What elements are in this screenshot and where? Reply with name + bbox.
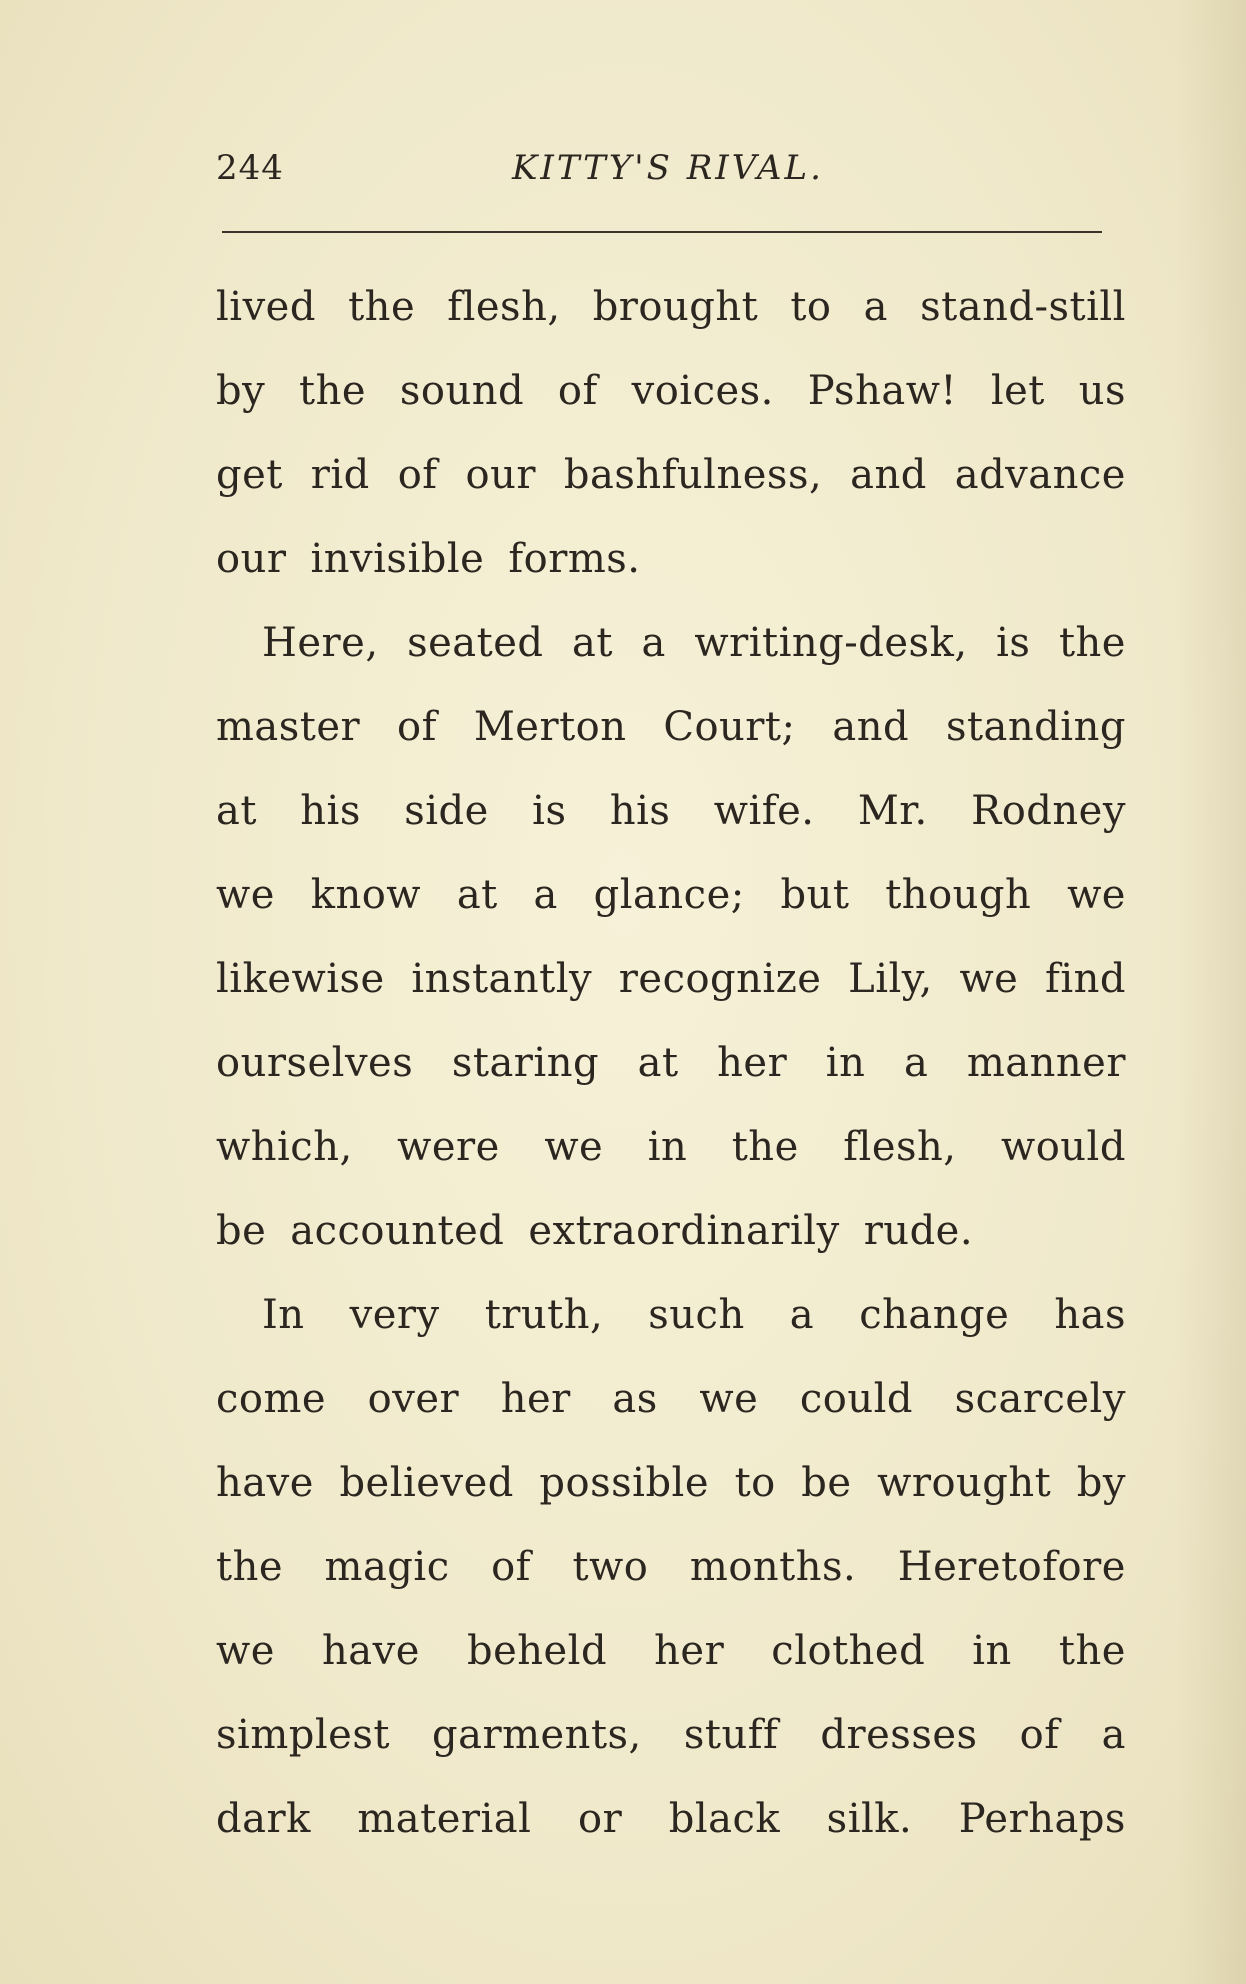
word: possible — [539, 1460, 710, 1506]
word: ourselves — [216, 1040, 414, 1086]
word: could — [799, 1376, 913, 1422]
word: at — [637, 1040, 679, 1086]
word: be — [801, 1460, 852, 1506]
word: would — [1000, 1124, 1126, 1170]
word: but — [780, 872, 850, 918]
word: by — [1076, 1460, 1126, 1506]
word: of — [397, 704, 437, 750]
word: wife. — [713, 788, 815, 834]
text-line — [216, 601, 1126, 685]
word: lived — [216, 284, 316, 330]
word: a — [863, 284, 888, 330]
word: invisible — [310, 536, 485, 582]
text-line — [216, 433, 1126, 517]
text-line — [216, 1189, 1126, 1273]
word: believed — [339, 1460, 514, 1506]
word: of — [491, 1544, 531, 1590]
text-line — [216, 685, 1126, 769]
word: at — [572, 620, 613, 666]
word: the — [299, 368, 367, 414]
word: by — [216, 368, 266, 414]
body-text — [216, 265, 1126, 1861]
word: to — [734, 1460, 776, 1506]
word: bashfulness, — [563, 452, 823, 498]
word: wrought — [877, 1460, 1052, 1506]
word: forms. — [508, 536, 641, 582]
header-rule — [222, 231, 1102, 233]
word: her — [717, 1040, 788, 1086]
text-line — [216, 1693, 1126, 1777]
word: which, — [216, 1124, 353, 1170]
word: we — [699, 1376, 759, 1422]
word: get — [216, 452, 283, 498]
text-line — [216, 1273, 1126, 1357]
word: Merton — [473, 704, 627, 750]
word: magic — [324, 1544, 450, 1590]
page-edge-shadow — [1176, 0, 1246, 1984]
word: beheld — [466, 1628, 608, 1674]
word: at — [216, 788, 257, 834]
page-number: 244 — [216, 148, 284, 188]
text-line — [216, 853, 1126, 937]
word: and — [850, 452, 927, 498]
word: writing-desk, — [694, 620, 968, 666]
word: Here, — [262, 620, 379, 666]
word: such — [648, 1292, 745, 1338]
text-line — [216, 1105, 1126, 1189]
word: his — [300, 788, 361, 834]
word: have — [216, 1460, 314, 1506]
word: the — [1058, 620, 1126, 666]
text-line — [216, 1609, 1126, 1693]
word: manner — [966, 1040, 1126, 1086]
text-line — [216, 769, 1126, 853]
word: standing — [945, 704, 1126, 750]
text-line — [216, 937, 1126, 1021]
word: extraordinarily — [528, 1208, 840, 1254]
word: in — [825, 1040, 866, 1086]
word: flesh, — [447, 284, 561, 330]
word: be — [216, 1208, 267, 1254]
word: the — [216, 1544, 284, 1590]
word: garments, — [432, 1712, 642, 1758]
word: over — [367, 1376, 460, 1422]
word: voices. — [631, 368, 774, 414]
word: come — [216, 1376, 327, 1422]
word: stuff — [683, 1712, 779, 1758]
word: at — [456, 872, 498, 918]
word: Heretofore — [897, 1544, 1126, 1590]
word: or — [577, 1796, 623, 1842]
word: rude. — [863, 1208, 974, 1254]
word: his — [609, 788, 671, 834]
word: to — [790, 284, 832, 330]
word: is — [532, 788, 567, 834]
text-line — [216, 349, 1126, 433]
word: truth, — [484, 1292, 604, 1338]
word: know — [310, 872, 422, 918]
word: our — [465, 452, 536, 498]
word: black — [668, 1796, 781, 1842]
word: we — [1067, 872, 1126, 918]
word: a — [533, 872, 558, 918]
word: Lily, — [848, 956, 933, 1002]
word: silk. — [826, 1796, 913, 1842]
word: In — [262, 1292, 305, 1338]
word: have — [322, 1628, 420, 1674]
word: Court; — [663, 704, 796, 750]
word: in — [647, 1124, 688, 1170]
word: brought — [592, 284, 759, 330]
text-line — [216, 1021, 1126, 1105]
word: the — [348, 284, 416, 330]
word: very — [349, 1292, 440, 1338]
word: recognize — [618, 956, 822, 1002]
word: her — [654, 1628, 725, 1674]
running-head — [216, 148, 1096, 208]
word: a — [1101, 1712, 1126, 1758]
word: Rodney — [971, 788, 1126, 834]
word: find — [1045, 956, 1126, 1002]
word: Pshaw! — [807, 368, 958, 414]
text-line — [216, 265, 1126, 349]
text-line — [216, 517, 1126, 601]
word: her — [500, 1376, 571, 1422]
word: the — [731, 1124, 799, 1170]
word: Mr. — [857, 788, 928, 834]
running-title: KITTY'S RIVAL. — [512, 148, 824, 188]
word: stand-still — [920, 284, 1126, 330]
word: our — [216, 536, 287, 582]
word: scarcely — [954, 1376, 1126, 1422]
word: we — [216, 872, 275, 918]
word: advance — [954, 452, 1126, 498]
word: the — [1058, 1628, 1126, 1674]
word: we — [959, 956, 1019, 1002]
word: master — [216, 704, 361, 750]
word: staring — [451, 1040, 600, 1086]
word: is — [996, 620, 1031, 666]
word: instantly — [411, 956, 593, 1002]
word: in — [972, 1628, 1012, 1674]
word: and — [832, 704, 910, 750]
text-line — [216, 1357, 1126, 1441]
word: two — [572, 1544, 649, 1590]
word: simplest — [216, 1712, 390, 1758]
word: likewise — [216, 956, 385, 1002]
word: sound — [399, 368, 525, 414]
word: a — [903, 1040, 929, 1086]
word: we — [216, 1628, 275, 1674]
word: Perhaps — [958, 1796, 1126, 1842]
word: flesh, — [843, 1124, 957, 1170]
text-line — [216, 1441, 1126, 1525]
word: months. — [689, 1544, 857, 1590]
text-line — [216, 1777, 1126, 1861]
word: we — [544, 1124, 604, 1170]
word: glance; — [593, 872, 745, 918]
word: a — [789, 1292, 815, 1338]
word: seated — [407, 620, 544, 666]
word: of — [1019, 1712, 1060, 1758]
word: dark — [216, 1796, 311, 1842]
word: were — [397, 1124, 500, 1170]
word: material — [357, 1796, 532, 1842]
word: of — [557, 368, 598, 414]
word: though — [885, 872, 1032, 918]
word: clothed — [771, 1628, 926, 1674]
word: as — [612, 1376, 658, 1422]
word: us — [1078, 368, 1126, 414]
word: has — [1054, 1292, 1126, 1338]
word: a — [641, 620, 666, 666]
word: of — [397, 452, 438, 498]
word: rid — [310, 452, 370, 498]
word: accounted — [290, 1208, 505, 1254]
word: let — [990, 368, 1045, 414]
word: side — [404, 788, 489, 834]
word: change — [859, 1292, 1010, 1338]
text-line — [216, 1525, 1126, 1609]
word: dresses — [820, 1712, 978, 1758]
